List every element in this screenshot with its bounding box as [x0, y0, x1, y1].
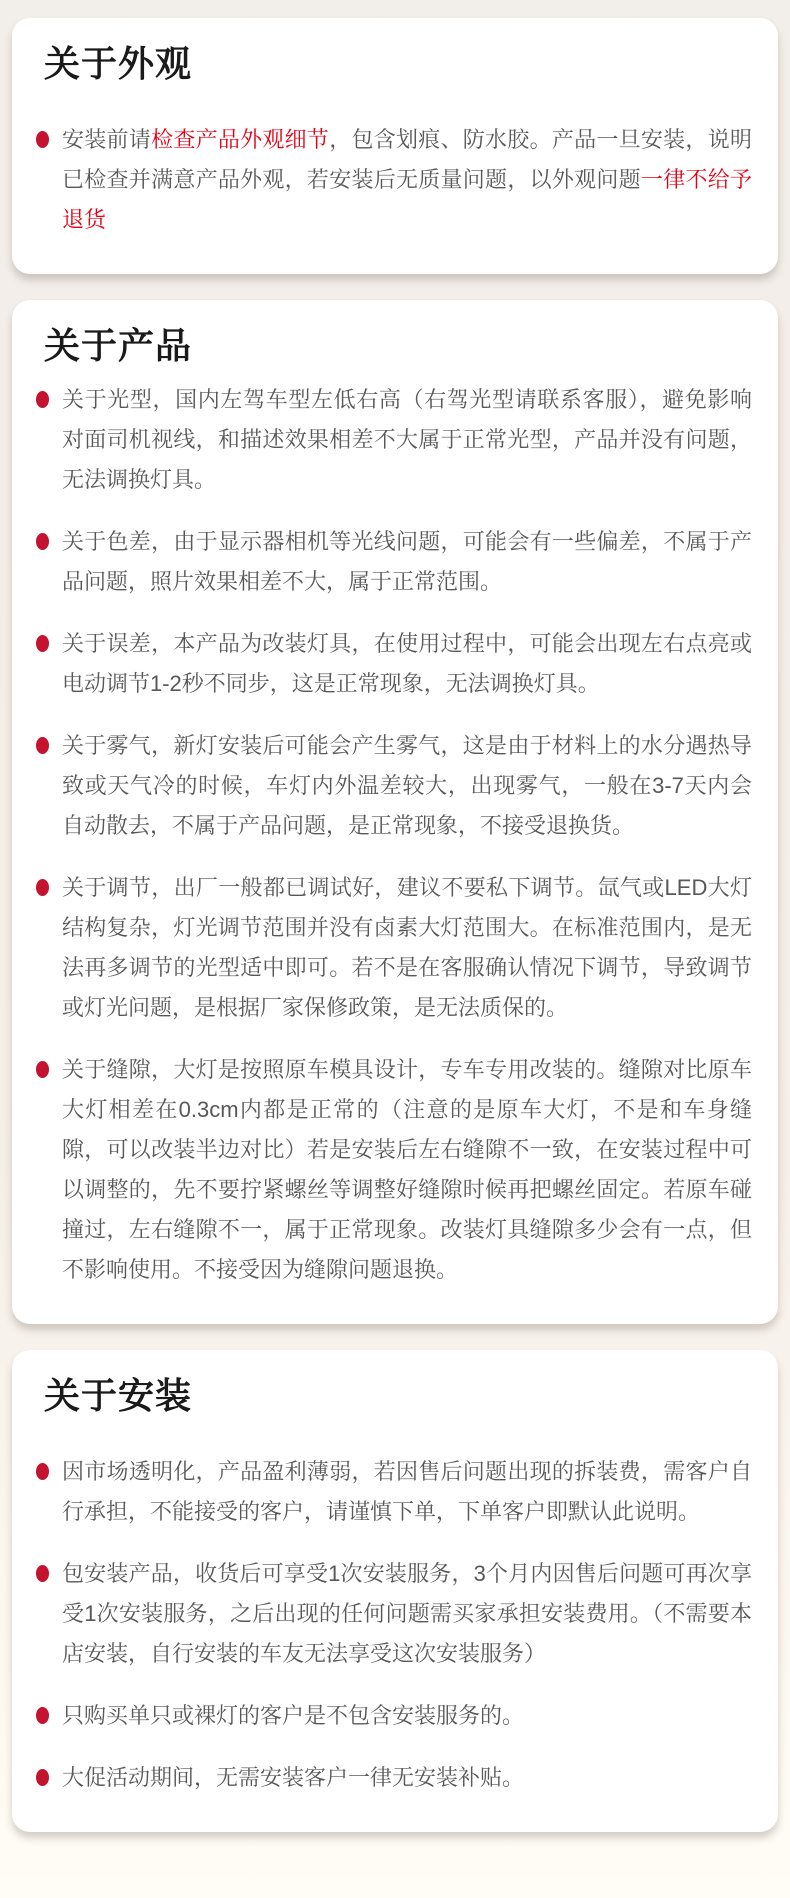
- text-segment: 关于误差，本产品为改装灯具，在使用过程中，可能会出现左右点亮或电动调节1-2秒不同步，这是正常现象，无法调换灯具。: [62, 631, 752, 696]
- bullet-list: [34, 120, 752, 240]
- bullet-text: [62, 875, 752, 1020]
- section-title: 关于产品: [44, 325, 193, 366]
- bullet-text: [62, 1703, 524, 1728]
- bullet-list: [34, 1452, 752, 1798]
- bullet-text: [62, 1057, 752, 1282]
- bullet-text: [62, 387, 752, 492]
- bullet-text: [62, 529, 752, 594]
- bullet-dot-icon: [36, 737, 49, 754]
- section-title: 关于安装: [44, 1375, 193, 1416]
- bullet-text: [62, 1765, 524, 1790]
- bullet-item: [34, 726, 752, 846]
- text-segment: 安装前请: [62, 127, 152, 152]
- bullet-dot-icon: [36, 391, 49, 408]
- bullet-dot-icon: [36, 1769, 49, 1786]
- text-segment: ，包含划痕、防水胶。产品一旦安装，说明已检查并满意产品外观，若安装后无质量问题，以外观问题: [62, 127, 752, 192]
- bullet-item: [34, 120, 752, 240]
- bullet-item: [34, 868, 752, 1028]
- text-segment: 因市场透明化，产品盈利薄弱，若因售后问题出现的拆装费，需客户自行承担，不能接受的客户，请谨慎下单，下单客户即默认此说明。: [62, 1459, 752, 1524]
- bullet-dot-icon: [36, 879, 49, 896]
- bullet-text: [62, 631, 752, 696]
- product-notice-page: [0, 18, 790, 1832]
- text-segment: 关于雾气，新灯安装后可能会产生雾气，这是由于材料上的水分遇热导致或天气冷的时候，车灯内外温差较大，出现雾气，一般在3-7天内会自动散去，不属于产品问题，是正常现象，不接受退换货。: [62, 733, 752, 838]
- bullet-dot-icon: [36, 635, 49, 652]
- bullet-text: [62, 1561, 752, 1666]
- text-segment: 包安装产品，收货后可享受1次安装服务，3个月内因售后问题可再次享受1次安装服务，之后出现的任何问题需买家承担安装费用。（不需要本店安装，自行安装的车友无法享受这次安装服务）: [62, 1561, 752, 1666]
- highlight-text: 一律不给予退货: [62, 167, 752, 232]
- bullet-text: [62, 733, 752, 838]
- bullet-dot-icon: [36, 1707, 49, 1724]
- bullet-text: [62, 127, 752, 232]
- text-segment: 只购买单只或裸灯的客户是不包含安装服务的。: [62, 1703, 525, 1728]
- bullet-item: [34, 380, 752, 500]
- highlight-text: 检查产品外观细节: [151, 127, 330, 152]
- bullet-dot-icon: [36, 1463, 49, 1480]
- bullet-list: [34, 380, 752, 1290]
- text-segment: 大促活动期间，无需安装客户一律无安装补贴。: [62, 1765, 525, 1790]
- bullet-text: [62, 1459, 752, 1524]
- bullet-item: [34, 1452, 752, 1532]
- text-segment: 关于调节，出厂一般都已调试好，建议不要私下调节。氙气或LED大灯结构复杂，灯光调节范围并没有卤素大灯范围大。在标准范围内，是无法再多调节的光型适中即可。若不是在客服确认情况下调节，导致调节或灯光问题，是根据厂家保修政策，是无法质保的。: [62, 875, 752, 1020]
- notice-card-1: [12, 18, 778, 274]
- bullet-item: [34, 624, 752, 704]
- section-title: 关于外观: [44, 43, 193, 84]
- text-segment: 关于色差，由于显示器相机等光线问题，可能会有一些偏差，不属于产品问题，照片效果相差不大，属于正常范围。: [62, 529, 752, 594]
- bullet-item: [34, 522, 752, 602]
- bullet-item: [34, 1554, 752, 1674]
- bullet-item: [34, 1696, 752, 1736]
- text-segment: 关于光型，国内左驾车型左低右高（右驾光型请联系客服），避免影响对面司机视线，和描述效果相差不大属于正常光型，产品并没有问题，无法调换灯具。: [62, 387, 752, 492]
- bullet-dot-icon: [36, 533, 49, 550]
- notice-card-2: [12, 300, 778, 1324]
- notice-card-3: [12, 1350, 778, 1832]
- bullet-item: [34, 1758, 752, 1798]
- bullet-dot-icon: [36, 1565, 49, 1582]
- bullet-item: [34, 1050, 752, 1290]
- text-segment: 关于缝隙，大灯是按照原车模具设计，专车专用改装的。缝隙对比原车大灯相差在0.3cm内都是正常的（注意的是原车大灯，不是和车身缝隙，可以改装半边对比）若是安装后左右缝隙不一致，在安装过程中可以调整的，先不要拧紧螺丝等调整好缝隙时候再把螺丝固定。若原车碰撞过，左右缝隙不一，属于正常现象。改装灯具缝隙多少会有一点，但不影响使用。不接受因为缝隙问题退换。: [62, 1057, 752, 1282]
- bullet-dot-icon: [36, 131, 49, 148]
- bullet-dot-icon: [36, 1061, 49, 1078]
